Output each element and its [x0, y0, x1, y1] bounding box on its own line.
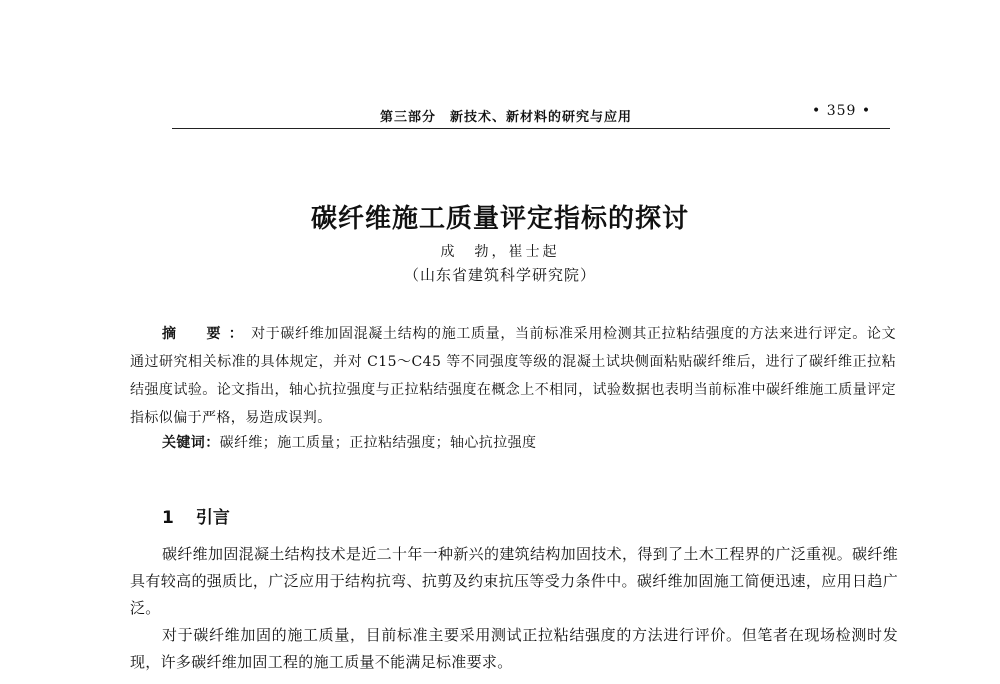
abstract-text: 对于碳纤维加固混凝土结构的施工质量，当前标准采用检测其正拉粘结强度的方法来进行评定。论文通过研究相关标准的具体规定，并对 C15～C45 等不同强度等级的混凝土试块侧面粘贴碳纤维后，进行了碳纤维正拉粘结强度试验。论文指出，轴心抗拉强度与正拉粘结强度在概念上不相同，试验数据也表明当前标准中碳纤维施工质量评定指标似偏于严格，易造成误判。 — [130, 326, 896, 426]
article-affiliation: （山东省建筑科学研究院） — [403, 266, 596, 284]
body-paragraph: 碳纤维加固混凝土结构技术是近二十年一种新兴的建筑结构加固技术，得到了土木工程界的广泛重视。碳纤维具有较高的强质比，广泛应用于结构抗弯、抗剪及约束抗压等受力条件中。碳纤维加固施工简便迅速，应用日趋广泛。 — [130, 545, 898, 617]
keywords-label: 关键词： — [162, 435, 220, 451]
keywords-text: 碳纤维；施工质量；正拉粘结强度；轴心抗拉强度 — [219, 435, 537, 451]
section-number: 1 — [162, 508, 174, 528]
section-heading — [162, 503, 230, 528]
keywords — [162, 432, 536, 452]
abstract — [130, 320, 896, 432]
running-title: 第三部分 新技术、新材料的研究与应用 — [380, 110, 633, 125]
header-rule — [172, 128, 890, 129]
section-title: 引言 — [195, 508, 230, 528]
article-title: 碳纤维施工质量评定指标的探讨 — [310, 204, 689, 234]
article-authors: 成 勃，崔士起 — [440, 244, 560, 260]
body-paragraph: 对于碳纤维加固的施工质量，目前标准主要采用测试正拉粘结强度的方法进行评价。但笔者在现场检测时发现，许多碳纤维加固工程的施工质量不能满足标准要求。 — [130, 626, 898, 671]
page-number: • 359 • — [812, 103, 872, 119]
abstract-label: 摘 要： — [162, 326, 252, 342]
